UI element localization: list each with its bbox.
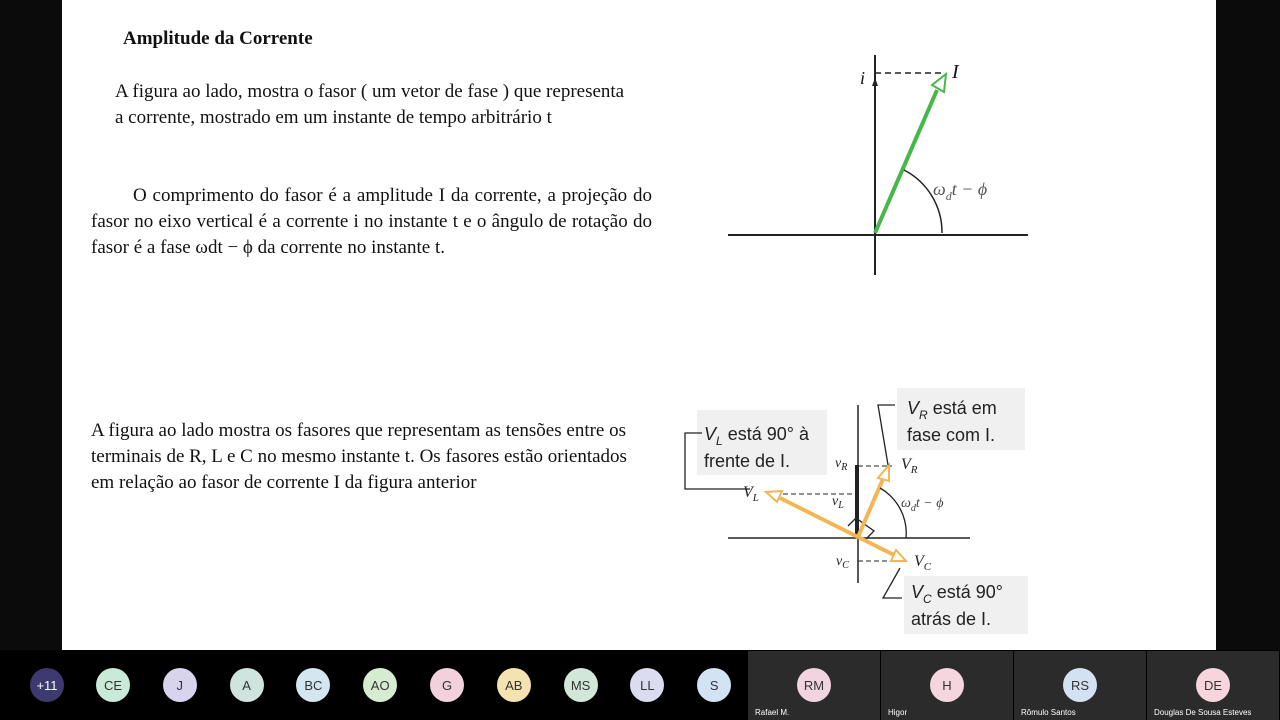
callout-vc-line1: $V_C$ está 90° [911,582,1003,606]
label-vr-projection: $v_R$ [835,456,848,473]
participant-avatar: DE [1196,668,1230,702]
label-vc-projection: $v_C$ [836,554,849,571]
callout-vc-line2: atrás de I. [911,609,992,629]
callout-vr-line1: $V_R$ está em [907,398,997,422]
vr-arrowhead [878,465,889,481]
participant-avatar[interactable]: S [697,668,731,702]
label-i: i [860,68,866,88]
vl-phasor [780,498,858,537]
label-I: I [952,61,959,83]
label-vl-phasor: $V_L$ [743,484,759,504]
participant-video-tile[interactable] [1014,651,1146,720]
participant-avatar[interactable]: G [430,668,464,702]
right-black-margin [1216,0,1280,650]
voltage-phasors-figure [680,385,1040,635]
paragraph-phasor-definition-text: O comprimento do fasor é a amplitude I da corrente, a projeção do fasor no eixo vertical é a corrente i no instante t e o ângulo de rotação do fasor é a fase ωdt − ϕ da corrente no instante t. [91,185,652,258]
participant-video-tile[interactable] [881,651,1013,720]
participant-avatar[interactable]: AB [497,668,531,702]
phase-angle-label: $\omega_dt - \phi$ [933,179,988,203]
paragraph-phasor-definition [91,183,652,261]
participant-name: Rafael M. [755,708,790,717]
vc-arrowhead [891,550,906,561]
participant-avatar: RS [1063,668,1097,702]
left-black-margin [0,0,62,650]
callout-vl-line2: frente de I. [704,451,791,471]
participant-video-tile[interactable] [1147,651,1279,720]
callout-vr-line2: fase com I. [907,425,996,445]
vc-phasor [858,537,894,555]
participant-avatar[interactable]: CE [96,668,130,702]
more-participants-button[interactable]: +11 [30,668,64,702]
slide-title: Amplitude da Corrente [123,28,313,49]
participant-avatar[interactable]: A [230,668,264,702]
paragraph-voltage-phasors: A figura ao lado mostra os fasores que representam as tensões entre os terminais de R, L e C no mesmo instante t. Os fasores estão orientados em relação ao fasor de corrente I da figura anterior [91,420,627,493]
vl-arrowhead [766,491,782,502]
current-phasor-figure [720,50,1040,280]
callout-vr-leader [878,405,895,465]
label-vc-phasor: $V_C$ [914,553,932,573]
label-vr-phasor: $V_R$ [901,456,918,476]
participant-video-tile[interactable] [748,651,880,720]
participant-avatar[interactable]: MS [564,668,598,702]
phase-angle-label: $\omega_dt - \phi$ [901,496,944,514]
participant-avatar: H [930,668,964,702]
vr-projection-bar [855,465,859,538]
participant-name: Rômulo Santos [1021,708,1076,717]
current-phasor-arrowhead [932,74,946,92]
participant-avatar[interactable]: AO [363,668,397,702]
label-vl-projection: $v_L$ [832,494,844,511]
participant-avatar[interactable]: BC [296,668,330,702]
paragraph-phasor-intro: A figura ao lado, mostra o fasor ( um vetor de fase ) que representa a corrente, mostrado em um instante de tempo arbitrário t [115,81,625,128]
participant-avatar[interactable]: LL [630,668,664,702]
participant-name: Higor [888,708,908,717]
callout-vc-leader [883,568,902,598]
current-phasor-arrow [875,90,937,233]
participant-name: Douglas De Sousa Esteves [1154,708,1252,717]
projection-arrowhead [872,78,878,86]
participant-avatar: RM [797,668,831,702]
callout-vl-line1: $V_L$ está 90° à [704,424,809,448]
participant-avatar[interactable]: J [163,668,197,702]
